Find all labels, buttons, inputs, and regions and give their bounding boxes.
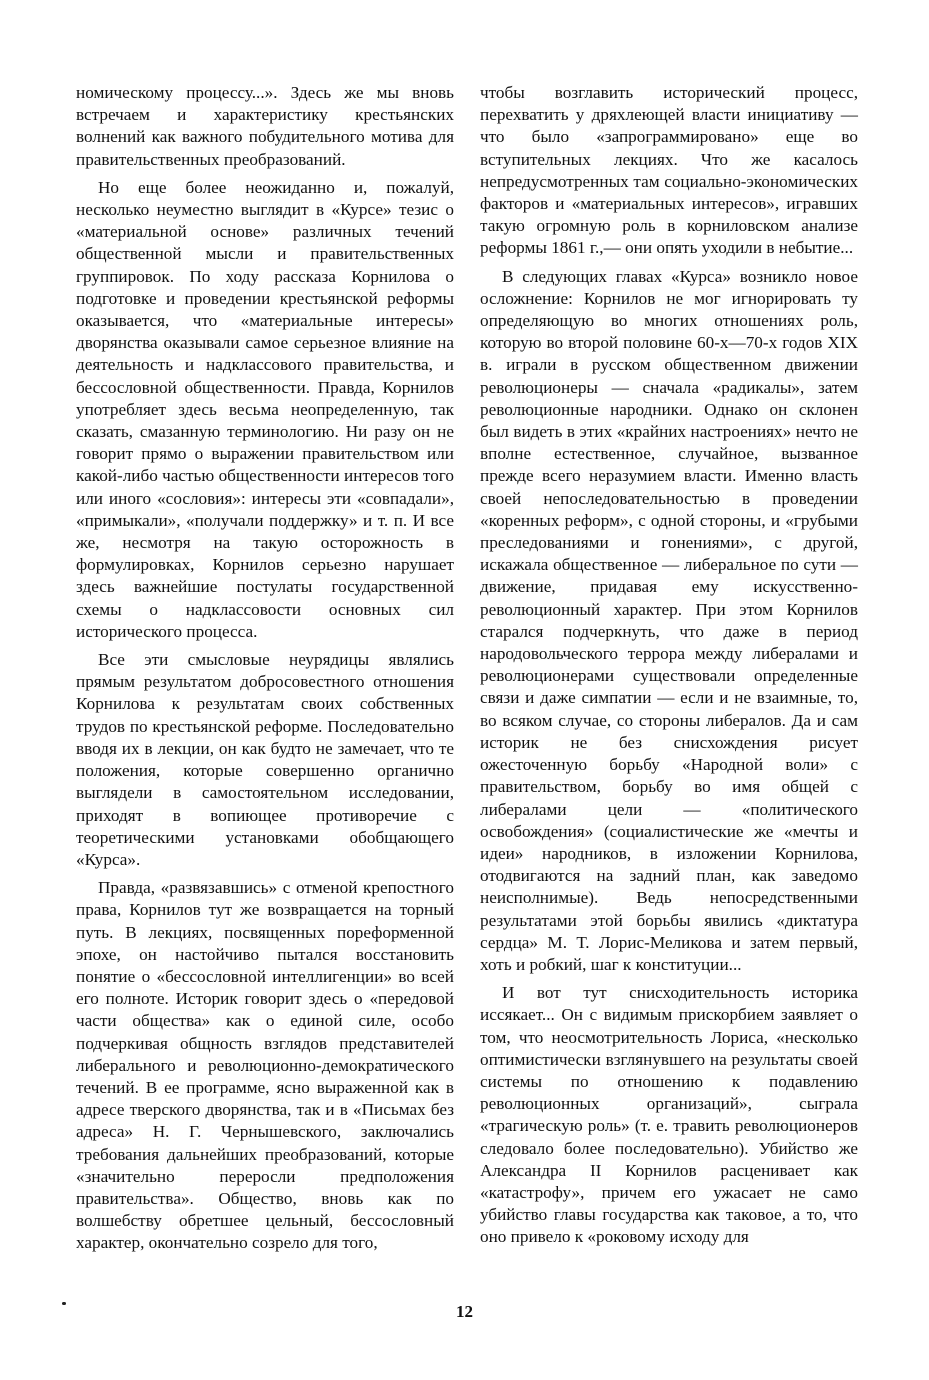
paragraph: Все эти смысловые неурядицы являлись прямым результатом добросовестного отношения Корнилова к результатам своих собственных трудов по крестьянской реформе. Последовательно вводя их в лекции, он как будто не замечает, что те положения, которые совершенно органично выглядели в самостоятельном исследовании, приходят в вопиющее противоречие с теоретическими установками обобщающего «Курса». <box>76 650 454 869</box>
left-text-column <box>76 82 454 1255</box>
paragraph: Правда, «развязавшись» с отменой крепостного права, Корнилов тут же возвращается на торный путь. В лекциях, посвященных пореформенной эпохе, он настойчиво пытался восстановить понятие о «бессословной интеллигенции» во всей его полноте. Историк говорит здесь о «передовой части общества» как о единой силе, особо подчеркивая общность взглядов представителей либерального и революционно-демократического течений. В ее программе, ясно выраженной как в адресе тверского дворянства, так и в «Письмах без адреса» Н. Г. Чернышевского, заключались требования дальнейших преобразований, которые «значительно переросли предположения правительства». Общество, вновь как по волшебству обретшее цельный, бессословный характер, окончательно созрело для того, <box>76 878 454 1253</box>
paragraph: И вот тут снисходительность историка иссякает... Он с видимым прискорбием заявляет о том, что неосмотрительность Лориса, «несколько оптимистически взглянувшего на результаты своей системы по отношению к подавлению революционных организаций», сыграла «трагическую роль» (т. е. травить революционеров следовало более последовательно). Убийство же Александра II Корнилов расценивает как «катастрофу», причем его ужасает не само убийство главы государства как таковое, а то, что оно привело к «роковому исходу для <box>480 983 858 1247</box>
paragraph: В следующих главах «Курса» возникло новое осложнение: Корнилов не мог игнорировать ту определяющую во многих отношениях роль, которую во второй половине 60-х—70-х годов XIX в. играли в русском общественном движении революционеры — сначала «радикалы», затем революционные народники. Однако он склонен был видеть в этих «крайних настроениях» нечто не вполне естественное, случайное, вызванное прежде всего неразумием власти. Именно власть своей непоследовательностью в проведении «коренных реформ», с одной стороны, и «грубыми преследованиями и гонениями», с другой, искажала общественное — либеральное по сути — движение, придавая ему искусственно-революционный характер. При этом Корнилов старался подчеркнуть, что даже в период народовольческого террора между либералами и революционерами существовали определенные связи и даже симпатии — если и не взаимные, то, во всяком случае, со стороны либералов. Да и сам историк не без снисхождения рисует ожесточенную борьбу «Народной воли» с правительством, борьбу во имя общей с либералами цели — «политического освобождения» (социалистические же «мечты и идеи» народников, в изложении Корнилова, отодвигаются на задний план, как заведомо неисполнимые). Ведь непосредственными результатами этой борьбы явились «диктатура сердца» М. Т. Лорис-Меликова и затем первый, хоть и робкий, шаг к конституции... <box>480 266 858 974</box>
paragraph: номическому процессу...». Здесь же мы вновь встречаем и характеристику крестьянских волнений как важного побудительного мотива для правительственных преобразований. <box>76 83 454 169</box>
page-number: 12 <box>456 1302 473 1321</box>
paragraph: чтобы возглавить исторический процесс, перехватить у дряхлеющей власти инициативу — что было «запрограммировано» еще во вступительных лекциях. Что же касалось непредусмотренных там социально-экономических факторов и «материальных интересов», игравших такую огромную роль в корниловском анализе реформы 1861 г.,— они опять уходили в небытие... <box>480 83 858 258</box>
paragraph: Но еще более неожиданно и, пожалуй, несколько неуместно выглядит в «Курсе» тезис о «материальной основе» различных течений общественной мысли и правительственных группировок. По ходу рассказа Корнилова о подготовке и проведении крестьянской реформы оказывается, что «материальные интересы» дворянства оказывали самое серьезное влияние на деятельность и надклассового правительства, и бессословной общественности. Правда, Корнилов употребляет здесь весьма неопределенную, так сказать, смазанную терминологию. Ни разу он не говорит прямо о выражении правительством или какой-либо частью общественности интересов того или иного «сословия»: интересы эти «совпадали», «примыкали», «получали поддержку» и т. п. И все же, несмотря на такую осторожность в формулировках, Корнилов серьезно нарушает здесь важнейшие постулаты государственной схемы о надклассовости основных сил исторического процесса. <box>76 177 454 641</box>
right-text-column <box>480 82 858 1249</box>
